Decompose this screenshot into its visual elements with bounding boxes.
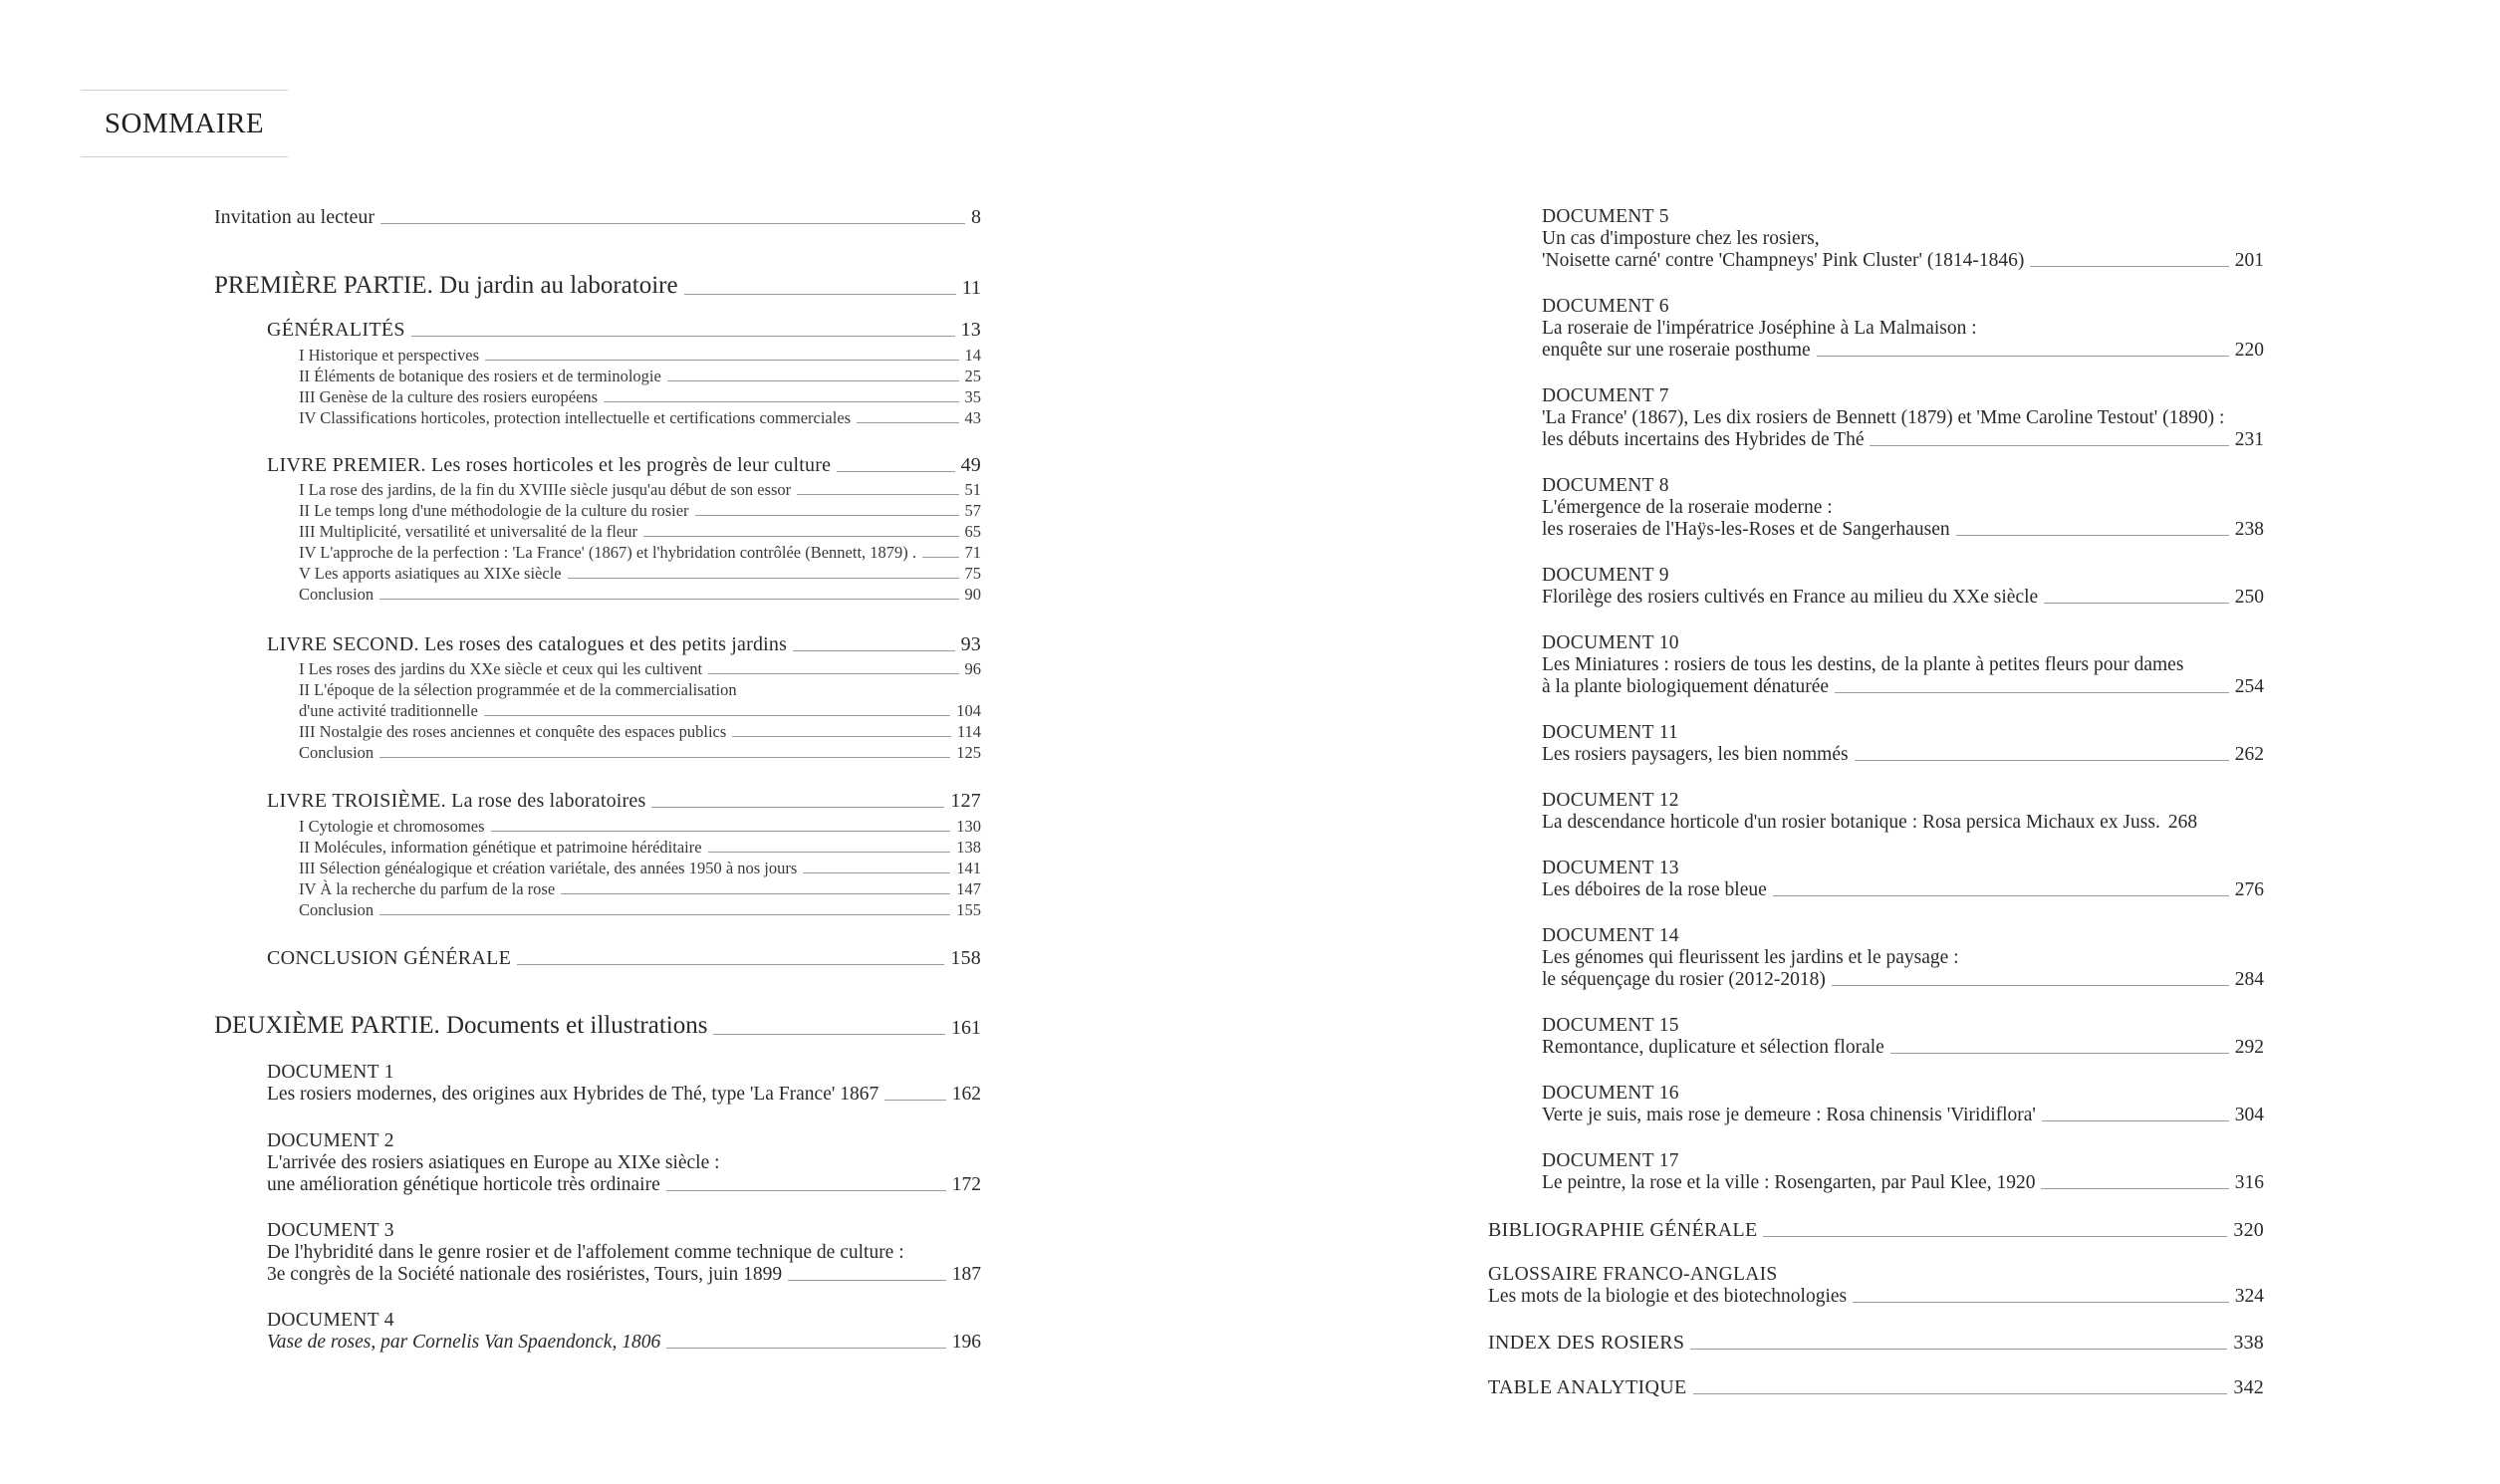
section-title: LIVRE TROISIÈME. (267, 790, 446, 812)
part-title: PREMIÈRE PARTIE. (214, 272, 433, 299)
document-title: DOCUMENT 16 (1542, 1083, 1679, 1104)
toc-page: 172 (951, 1174, 981, 1195)
document-desc: 3e congrès de la Société nationale des rosiéristes, Tours, juin 1899 (267, 1264, 783, 1285)
document-title: DOCUMENT 17 (1542, 1150, 1679, 1171)
document-desc: à la plante biologiquement dénaturée (1542, 676, 1830, 697)
toc-document-1[interactable] (267, 1062, 981, 1106)
section-subtitle: Les roses horticoles et les progrès de leur culture (425, 454, 832, 476)
toc-document-13[interactable] (1542, 858, 2264, 901)
dot-leader (411, 336, 955, 337)
toc-page: 13 (960, 319, 981, 341)
toc-document-10[interactable] (1542, 632, 2264, 698)
toc-document-14[interactable] (1542, 925, 2264, 991)
toc-page: 262 (2234, 744, 2264, 765)
document-desc: Le peintre, la rose et la ville : Rosengarten, par Paul Klee, 1920 (1542, 1172, 2036, 1193)
toc-entry-part1[interactable] (214, 272, 981, 300)
toc-page: 187 (951, 1264, 981, 1285)
document-title: DOCUMENT 3 (267, 1220, 394, 1241)
toc-page: 11 (961, 277, 981, 299)
document-title: DOCUMENT 8 (1542, 475, 1669, 496)
toc-document-7[interactable] (1542, 385, 2264, 451)
document-desc: enquête sur une roseraie posthume (1542, 340, 1811, 361)
toc-document-15[interactable] (1542, 1015, 2264, 1059)
dot-leader (793, 650, 954, 651)
toc-page: 196 (951, 1332, 981, 1353)
toc-page: 316 (2234, 1172, 2264, 1193)
dot-leader (517, 964, 944, 965)
document-desc: une amélioration génétique horticole très ordinaire (267, 1174, 660, 1195)
toc-page: 292 (2234, 1037, 2264, 1058)
dot-leader (713, 1034, 945, 1035)
toc-subentry[interactable]: Conclusion 90 (299, 585, 981, 604)
toc-subentry[interactable]: I Historique et perspectives 14 (299, 346, 981, 365)
toc-subentry[interactable]: II Molécules, information génétique et patrimoine héréditaire 138 (299, 838, 981, 857)
toc-entry-part2[interactable] (214, 1012, 981, 1040)
document-desc: Vase de roses, par Cornelis Van Spaendonck, 1806 (267, 1332, 661, 1353)
document-title: DOCUMENT 14 (1542, 925, 1679, 946)
toc-page: 320 (2233, 1219, 2264, 1241)
toc-document-5[interactable] (1542, 206, 2264, 272)
document-desc: les roseraies de l'Haÿs-les-Roses et de Sangerhausen (1542, 519, 1950, 540)
toc-label: Invitation au lecteur (214, 206, 375, 228)
toc-page: 342 (2233, 1376, 2264, 1398)
toc-subentry[interactable]: II Éléments de botanique des rosiers et de terminologie 25 (299, 367, 981, 385)
toc-section-generalites[interactable] (267, 319, 981, 342)
toc-document-3[interactable] (267, 1220, 981, 1286)
toc-subentry[interactable]: IV À la recherche du parfum de la rose 147 (299, 879, 981, 898)
document-desc: La descendance horticole d'un rosier botanique : Rosa persica Michaux ex Juss. (1542, 812, 2160, 833)
toc-subentry[interactable]: V Les apports asiatiques au XIXe siècle 75 (299, 564, 981, 583)
toc-page: 304 (2234, 1105, 2264, 1125)
toc-page: 8 (971, 206, 981, 228)
document-desc: De l'hybridité dans le genre rosier et de l'affolement comme technique de culture : (267, 1242, 904, 1263)
toc-page: 284 (2234, 969, 2264, 990)
toc-document-8[interactable] (1542, 475, 2264, 541)
toc-subentry[interactable]: II Le temps long d'une méthodologie de la culture du rosier 57 (299, 501, 981, 520)
document-desc: Florilège des rosiers cultivés en France au milieu du XXe siècle (1542, 587, 2039, 608)
toc-section-livre-troisieme[interactable] (267, 790, 981, 813)
toc-subentry[interactable]: I La rose des jardins, de la fin du XVIIIe siècle jusqu'au début de son essor 51 (299, 480, 981, 499)
toc-table-analytique[interactable] (1488, 1376, 2264, 1399)
toc-page: 49 (960, 454, 981, 476)
toc-subentry[interactable]: IV L'approche de la perfection : 'La France' (1867) et l'hybridation contrôlée (Bennett, 1879) . 71 (299, 543, 981, 562)
toc-subsection-list (299, 346, 981, 428)
document-desc: La roseraie de l'impératrice Joséphine à La Malmaison : (1542, 318, 1977, 339)
document-title: DOCUMENT 7 (1542, 385, 1669, 406)
toc-subsection-list (299, 817, 981, 920)
toc-section-conclusion[interactable] (267, 947, 981, 970)
dot-leader (380, 223, 965, 224)
toc-page: 324 (2234, 1286, 2264, 1307)
document-desc: 'Noisette carné' contre 'Champneys' Pink Cluster' (1814-1846) (1542, 250, 2025, 271)
section-title: BIBLIOGRAPHIE GÉNÉRALE (1488, 1219, 1758, 1241)
toc-subentry[interactable]: II L'époque de la sélection programmée et de la commercialisation (299, 680, 737, 699)
document-desc: Les Miniatures : rosiers de tous les destins, de la plante à petites fleurs pour dames (1542, 654, 2184, 675)
toc-subentry[interactable]: III Nostalgie des roses anciennes et conquête des espaces publics 114 (299, 722, 981, 741)
toc-document-12[interactable] (1542, 790, 2264, 834)
document-title: DOCUMENT 11 (1542, 722, 1679, 743)
toc-subsection-list (299, 659, 981, 763)
document-title: DOCUMENT 10 (1542, 632, 1679, 653)
toc-bibliographie[interactable] (1488, 1219, 2264, 1242)
document-desc: Les rosiers paysagers, les bien nommés (1542, 744, 1849, 765)
toc-section-livre-second[interactable] (267, 633, 981, 656)
section-subtitle: Les roses des catalogues et des petits jardins (418, 633, 788, 655)
toc-subentry[interactable]: IV Classifications horticoles, protection intellectuelle et certifications commerciales 43 (299, 408, 981, 427)
document-desc: Les déboires de la rose bleue (1542, 879, 1767, 900)
document-title: DOCUMENT 4 (267, 1310, 394, 1331)
document-title: DOCUMENT 12 (1542, 790, 1679, 811)
toc-document-11[interactable] (1542, 722, 2264, 766)
toc-page: 93 (960, 633, 981, 655)
dot-leader (651, 807, 944, 808)
section-subtitle: La rose des laboratoires (445, 790, 646, 812)
section-title: TABLE ANALYTIQUE (1488, 1376, 1687, 1398)
dot-leader (684, 294, 956, 295)
toc-document-6[interactable] (1542, 296, 2264, 362)
part-subtitle: Documents et illustrations (439, 1012, 708, 1039)
document-title: DOCUMENT 1 (267, 1062, 394, 1083)
toc-subentry[interactable]: Conclusion 155 (299, 900, 981, 919)
dot-leader (837, 471, 954, 472)
document-desc: 'La France' (1867), Les dix rosiers de Bennett (1879) et 'Mme Caroline Testout' (1890) : (1542, 407, 2225, 428)
toc-page: 250 (2234, 587, 2264, 608)
page-heading: SOMMAIRE (104, 107, 265, 139)
section-title: CONCLUSION GÉNÉRALE (267, 947, 512, 969)
toc-document-2[interactable] (267, 1130, 981, 1196)
document-desc: Remontance, duplicature et sélection florale (1542, 1037, 1884, 1058)
toc-document-9[interactable] (1542, 565, 2264, 609)
toc-page: 276 (2234, 879, 2264, 900)
document-title: DOCUMENT 6 (1542, 296, 1669, 317)
document-title: DOCUMENT 5 (1542, 206, 1669, 227)
toc-subentry[interactable]: III Multiplicité, versatilité et universalité de la fleur 65 (299, 522, 981, 541)
toc-document-17[interactable] (1542, 1150, 2264, 1194)
section-title: INDEX DES ROSIERS (1488, 1332, 1685, 1354)
section-title: GÉNÉRALITÉS (267, 319, 405, 341)
section-title: LIVRE PREMIER. (267, 454, 426, 476)
document-title: DOCUMENT 9 (1542, 565, 1669, 586)
document-title: DOCUMENT 13 (1542, 858, 1679, 878)
toc-page: 268 (2167, 812, 2198, 833)
toc-subentry[interactable]: III Sélection généalogique et création variétale, des années 1950 à nos jours 141 (299, 859, 981, 877)
toc-subentry[interactable]: I Cytologie et chromosomes 130 (299, 817, 981, 836)
document-title: DOCUMENT 2 (267, 1130, 394, 1151)
toc-page: 338 (2233, 1332, 2264, 1354)
toc-entry-intro[interactable] (214, 206, 981, 229)
toc-page: 161 (951, 1017, 981, 1039)
toc-subentry[interactable]: d'une activité traditionnelle 104 (299, 701, 981, 720)
document-desc: le séquençage du rosier (2012-2018) (1542, 969, 1826, 990)
document-title: DOCUMENT 15 (1542, 1015, 1679, 1036)
toc-page: 158 (950, 947, 981, 969)
toc-page: 238 (2234, 519, 2264, 540)
toc-page: 127 (950, 790, 981, 812)
document-desc: les débuts incertains des Hybrides de Thé (1542, 429, 1865, 450)
toc-document-16[interactable] (1542, 1083, 2264, 1126)
toc-page: 220 (2234, 340, 2264, 361)
toc-subsection-list (299, 480, 981, 605)
part-title: DEUXIÈME PARTIE. (214, 1012, 440, 1039)
section-title: GLOSSAIRE FRANCO-ANGLAIS (1488, 1264, 1778, 1285)
toc-page: 254 (2234, 676, 2264, 697)
document-desc: Les génomes qui fleurissent les jardins et le paysage : (1542, 947, 1959, 968)
section-subtitle: Les mots de la biologie et des biotechnologies (1488, 1286, 1848, 1307)
document-desc: Les rosiers modernes, des origines aux Hybrides de Thé, type 'La France' 1867 (267, 1084, 879, 1105)
toc-glossaire[interactable] (1488, 1264, 2264, 1308)
toc-subentry[interactable]: III Genèse de la culture des rosiers européens 35 (299, 387, 981, 406)
toc-index-rosiers[interactable] (1488, 1332, 2264, 1355)
toc-section-livre-premier[interactable] (267, 454, 981, 477)
section-title: LIVRE SECOND. (267, 633, 419, 655)
document-desc: Un cas d'imposture chez les rosiers, (1542, 228, 1820, 249)
toc-page: 231 (2234, 429, 2264, 450)
toc-page: 201 (2234, 250, 2264, 271)
toc-document-4[interactable] (267, 1310, 981, 1354)
document-desc: L'arrivée des rosiers asiatiques en Europe au XIXe siècle : (267, 1152, 720, 1173)
toc-subentry[interactable]: Conclusion 125 (299, 743, 981, 762)
document-desc: L'émergence de la roseraie moderne : (1542, 497, 1833, 518)
document-desc: Verte je suis, mais rose je demeure : Rosa chinensis 'Viridiflora' (1542, 1105, 2036, 1125)
toc-subentry[interactable]: I Les roses des jardins du XXe siècle et ceux qui les cultivent 96 (299, 659, 981, 678)
toc-page: 162 (951, 1084, 981, 1105)
part-subtitle: Du jardin au laboratoire (432, 272, 678, 299)
